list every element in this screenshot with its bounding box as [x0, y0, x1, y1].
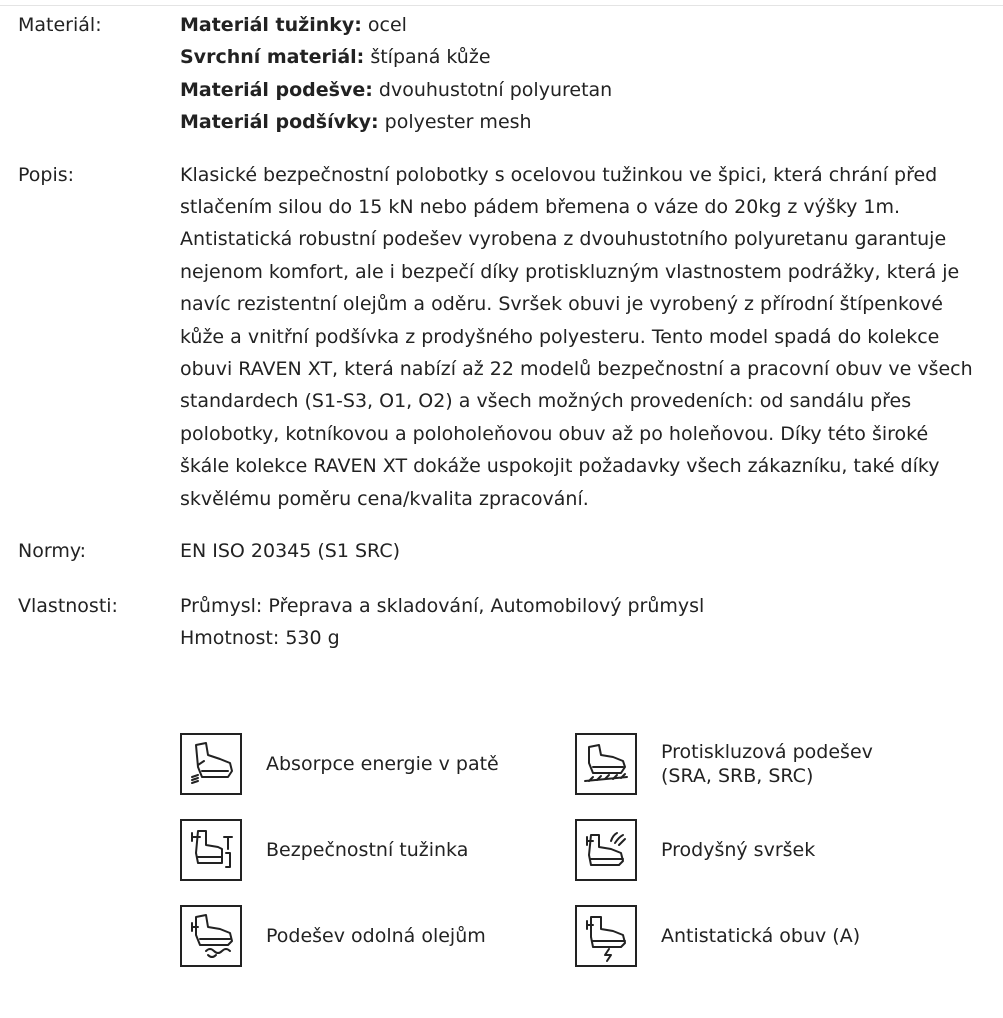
product-spec-table [18, 9, 978, 676]
property-line: Hmotnost: 530 g [180, 626, 340, 649]
spec-row-description [18, 159, 978, 515]
material-value: polyester mesh [378, 111, 532, 134]
feature-label: Absorpce energie v patě [266, 753, 499, 775]
feature-label: Bezpečnostní tužinka [266, 839, 469, 861]
feature-heel-energy [180, 731, 499, 797]
heel-energy-absorption-icon [180, 733, 242, 795]
feature-label-line2: (SRA, SRB, SRC) [661, 765, 814, 787]
spec-row-norms [18, 535, 978, 567]
spec-value-material [180, 9, 978, 139]
material-key: Materiál tužinky: [180, 14, 362, 36]
feature-label-line1: Protiskluzová podešev [661, 741, 873, 763]
breathable-upper-icon [575, 819, 637, 881]
feature-label: Antistatická obuv (A) [661, 925, 861, 947]
feature-label: Podešev odolná olejům [266, 925, 486, 947]
spec-label-properties: Vlastnosti: [18, 594, 118, 617]
feature-toecap [180, 817, 468, 883]
material-value: štípaná kůže [364, 46, 491, 69]
spec-row-material [18, 9, 978, 139]
spec-value-norms: EN ISO 20345 (S1 SRC) [180, 540, 400, 563]
material-key: Materiál podšívky: [180, 111, 379, 134]
material-key: Materiál podešve: [180, 78, 373, 101]
feature-oil-resistant [180, 903, 486, 969]
safety-toecap-icon [180, 819, 242, 881]
material-value: dvouhustotní polyuretan [372, 78, 613, 101]
feature-breathable [575, 817, 815, 883]
material-line [180, 41, 978, 73]
material-value: ocel [361, 14, 407, 36]
antistatic-shoe-icon [575, 905, 637, 967]
material-line [180, 74, 978, 106]
material-line [180, 9, 978, 41]
spec-row-properties [18, 590, 978, 655]
feature-label: Prodyšný svršek [661, 839, 816, 861]
spec-value-properties [180, 590, 978, 655]
feature-antistatic [575, 903, 860, 969]
anti-slip-sole-icon [575, 733, 637, 795]
top-divider [0, 0, 1003, 6]
spec-label-material: Materiál: [18, 14, 102, 36]
spec-value-description: Klasické bezpečnostní polobotky s ocelovou tužinkou ve špici, která chrání před stlačením silou do 15 kN nebo pádem břemena o váze do 20kg z výšky 1m. Antistatická robustní podešev vyrobena z dvouhustotního polyuretanu garantuje nejenom komfort, ale i bezpečí díky protiskluzným vlastnostem podrážky, která je navíc rezistentní olejům a oděru. Svršek obuvi je vyrobený z přírodní štípenkové kůže a vnitřní podšívka z prodyšného polyesteru. Tento model spadá do kolekce obuvi RAVEN XT, která nabízí až 22 modelů bezpečnostní a pracovní obuv ve všech standardech (S1-S3, O1, O2) a všech možných provedeních: od sandálu přes polobotky, kotníkovou a poloholeňovou obuv až po holeňovou. Díky této široké škále kolekce RAVEN XT dokáže uspokojit požadavky všech zákazníku, také díky skvělému poměru cena/kvalita zpracování. [180, 163, 973, 510]
oil-resistant-sole-icon [180, 905, 242, 967]
feature-label [661, 740, 873, 788]
property-line: Průmysl: Přeprava a skladování, Automobilový průmysl [180, 594, 705, 617]
material-key: Svrchní materiál: [180, 46, 365, 69]
feature-anti-slip [575, 731, 873, 797]
spec-label-description: Popis: [18, 163, 75, 186]
spec-label-norms: Normy: [18, 540, 87, 563]
material-line [180, 106, 978, 138]
